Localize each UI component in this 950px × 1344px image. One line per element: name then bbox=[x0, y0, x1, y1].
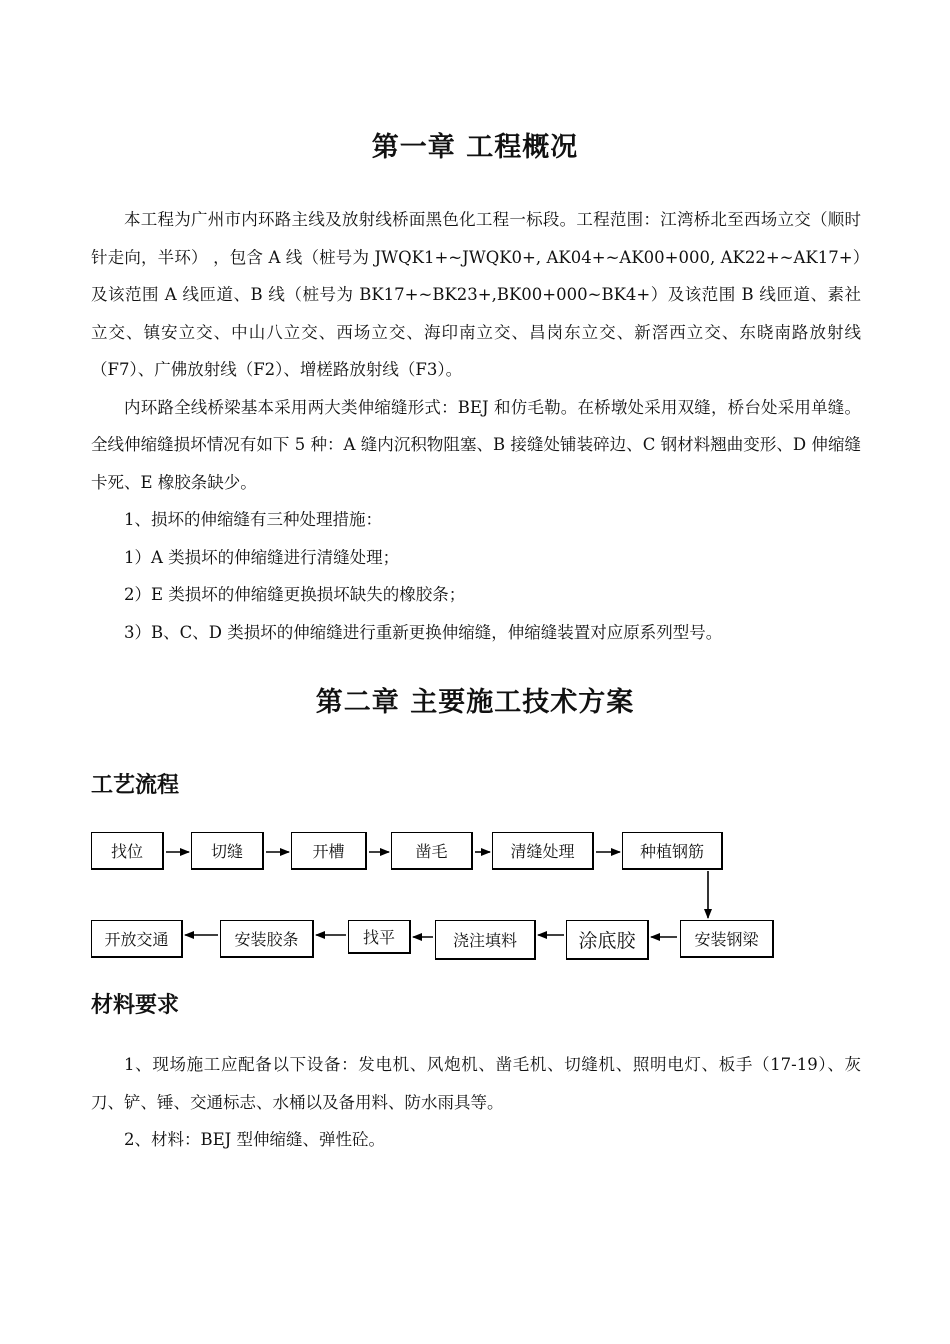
flow-step-plant-rebar: 种植钢筋 bbox=[622, 832, 723, 870]
materials-body bbox=[91, 1046, 861, 1159]
flow-step-pour-filler: 浇注填料 bbox=[435, 920, 536, 960]
flow-step-cut-joint: 切缝 bbox=[191, 832, 264, 870]
measure-item-2: 2）E 类损坏的伸缩缝更换损坏缺失的橡胶条； bbox=[124, 585, 466, 604]
chapter-1-title: 第一章 工程概况 bbox=[371, 132, 579, 163]
chapter-2-title: 第二章 主要施工技术方案 bbox=[315, 687, 635, 718]
flow-step-clean-joint: 清缝处理 bbox=[492, 832, 594, 870]
flow-step-groove: 开槽 bbox=[291, 832, 367, 870]
equipment-paragraph: 1、现场施工应配备以下设备：发电机、风炮机、凿毛机、切缝机、照明电灯、板手（17-19）、灰刀、铲、锤、交通标志、水桶以及备用料、防水雨具等。 bbox=[91, 1055, 861, 1112]
flow-step-apply-primer: 涂底胶 bbox=[566, 920, 649, 960]
measures-intro: 1、损坏的伸缩缝有三种处理措施： bbox=[124, 510, 382, 529]
flow-step-level: 找平 bbox=[348, 920, 411, 954]
flow-step-install-rubber-strip: 安装胶条 bbox=[220, 920, 314, 958]
flow-step-open-traffic: 开放交通 bbox=[91, 920, 183, 958]
measure-item-1: 1）A 类损坏的伸缩缝进行清缝处理； bbox=[124, 547, 400, 567]
process-flow-heading: 工艺流程 bbox=[91, 773, 180, 798]
measure-item-3: 3）B、C、D 类损坏的伸缩缝进行重新更换伸缩缝，伸缩缝装置对应原系列型号。 bbox=[124, 622, 723, 642]
flow-step-install-steel-beam: 安装钢梁 bbox=[680, 920, 774, 958]
expansion-joint-paragraph: 内环路全线桥梁基本采用两大类伸缩缝形式：BEJ 和仿毛勒。在桥墩处采用双缝，桥台处采用单缝。全线伸缩缝损坏情况有如下 5 种：A 缝内沉积物阻塞、B 接缝处铺装碎边、C 钢材料翘曲变形、D 伸缩缝卡死、E 橡胶条缺少。 bbox=[91, 397, 861, 492]
materials-heading: 材料要求 bbox=[91, 993, 180, 1018]
flow-step-roughen: 凿毛 bbox=[391, 832, 473, 870]
flow-step-locate: 找位 bbox=[91, 832, 164, 870]
materials-paragraph: 2、材料：BEJ 型伸缩缝、弹性砼。 bbox=[124, 1130, 386, 1149]
project-scope-paragraph: 本工程为广州市内环路主线及放射线桥面黑色化工程一标段。工程范围：江湾桥北至西场立交（顺时针走向，半环） ，包含 A 线（桩号为 JWQK1+~JWQK0+, AK04+~AK00+000, AK22+~AK17+）及该范围 A 线匝道、B 线（桩号为 BK17+~BK23+,BK00+000~BK4+）及该范围 B 线匝道、素社立交、镇安立交、中山八立交、西场立交、海印南立交、昌岗东立交、新滘西立交、东晓南路放射线（F7）、广佛放射线（F2）、增槎路放射线（F3）。 bbox=[91, 210, 861, 379]
